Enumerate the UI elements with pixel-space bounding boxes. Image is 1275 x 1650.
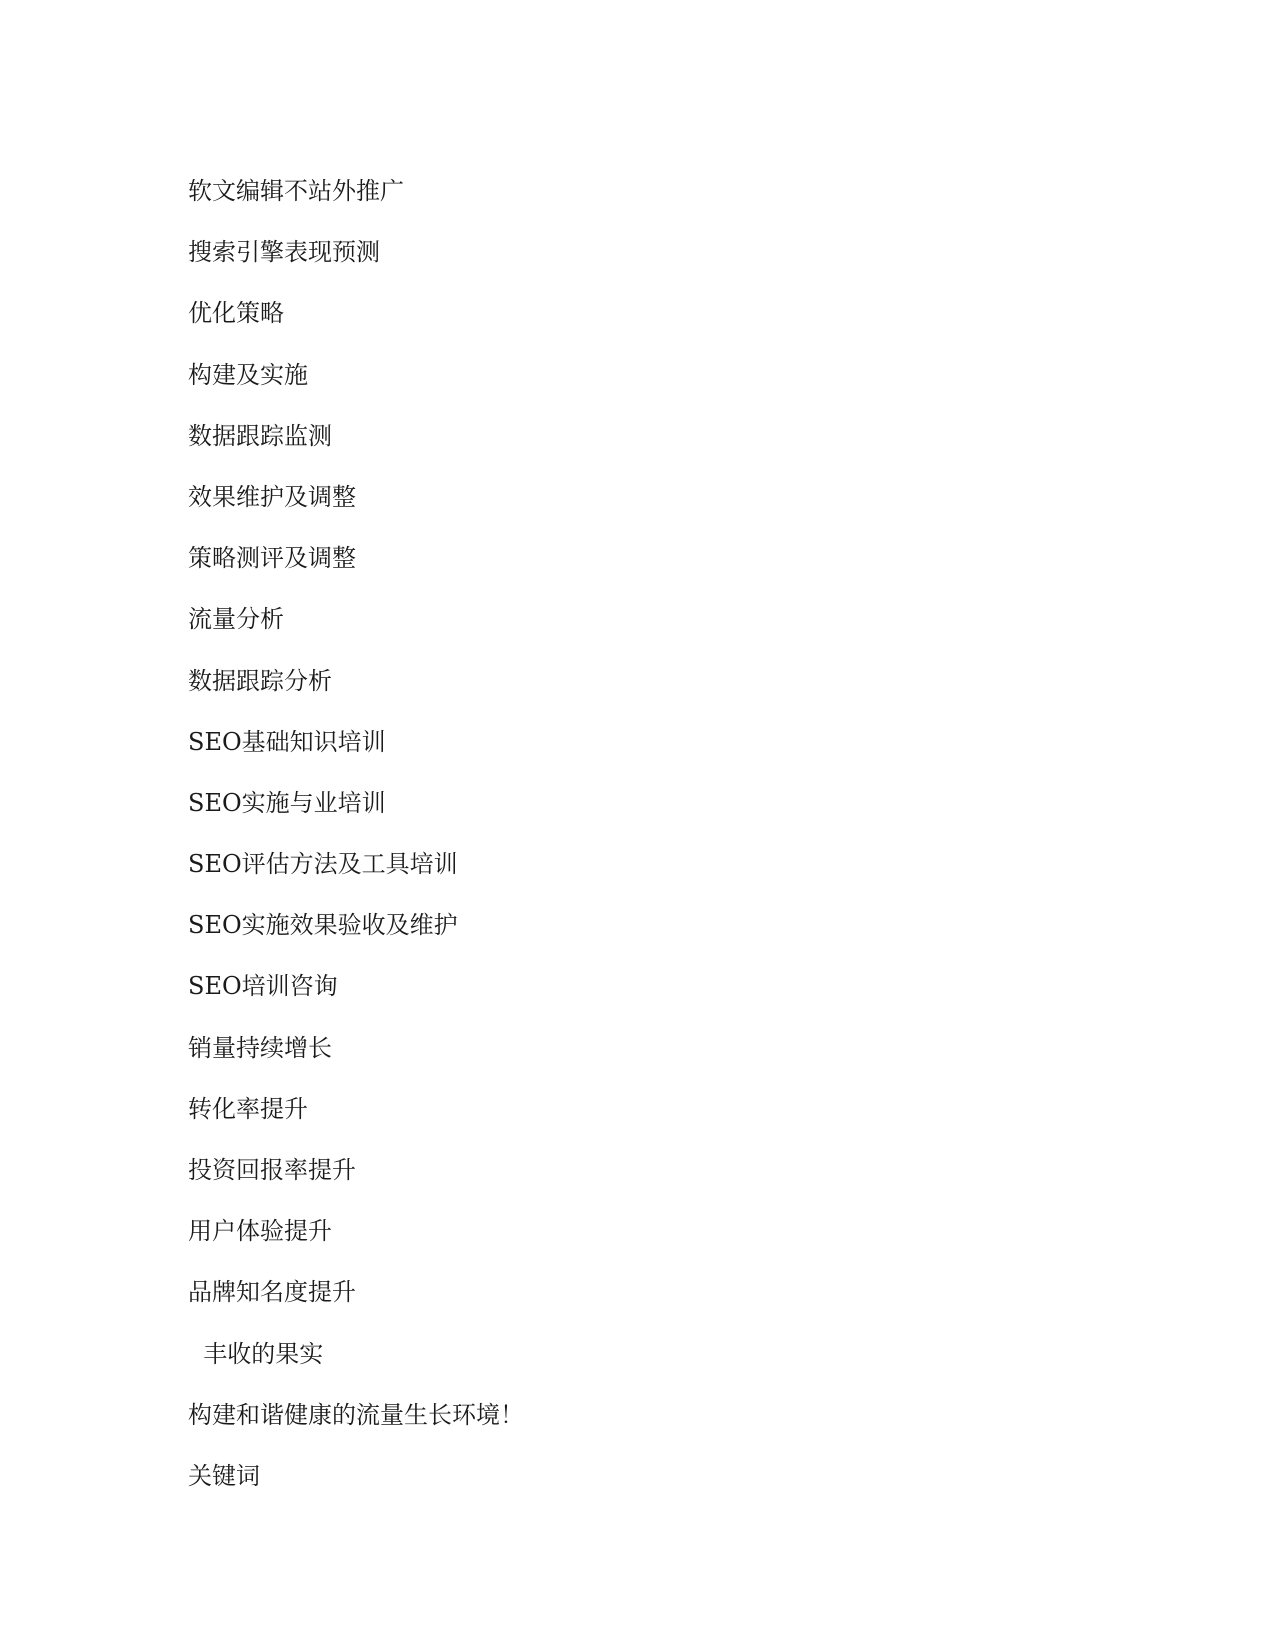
text-line: SEO实施效果验收及维护 [188,911,458,940]
text-line: SEO实施与业培训 [188,788,386,817]
text-line: 策略测评及调整 [188,544,356,573]
text-line: 品牌知名度提升 [188,1278,356,1307]
text-line: SEO培训咨询 [188,972,338,1001]
text-line: 流量分析 [188,605,284,634]
text-line: 效果维护及调整 [188,482,356,511]
text-line: 构建及实施 [188,360,308,389]
text-line: SEO评估方法及工具培训 [188,850,458,879]
text-line: 软文编辑不站外推广 [188,177,404,205]
text-line: 销量持续增长 [188,1033,332,1062]
text-line: 丰收的果实 [188,1339,324,1368]
text-line: 数据跟踪监测 [188,421,332,450]
text-line: 优化策略 [188,299,284,328]
document-body [188,173,524,1519]
text-line: 构建和谐健康的流量生长环境！ [188,1400,524,1429]
text-line: 投资回报率提升 [188,1156,356,1184]
text-line: 用户体验提升 [188,1217,332,1246]
text-line: 转化率提升 [188,1094,308,1123]
text-line: 数据跟踪分析 [188,666,332,695]
text-line: 关键词 [188,1461,260,1490]
text-line: SEO基础知识培训 [188,727,386,756]
text-line: 搜索引擎表现预测 [188,238,380,267]
